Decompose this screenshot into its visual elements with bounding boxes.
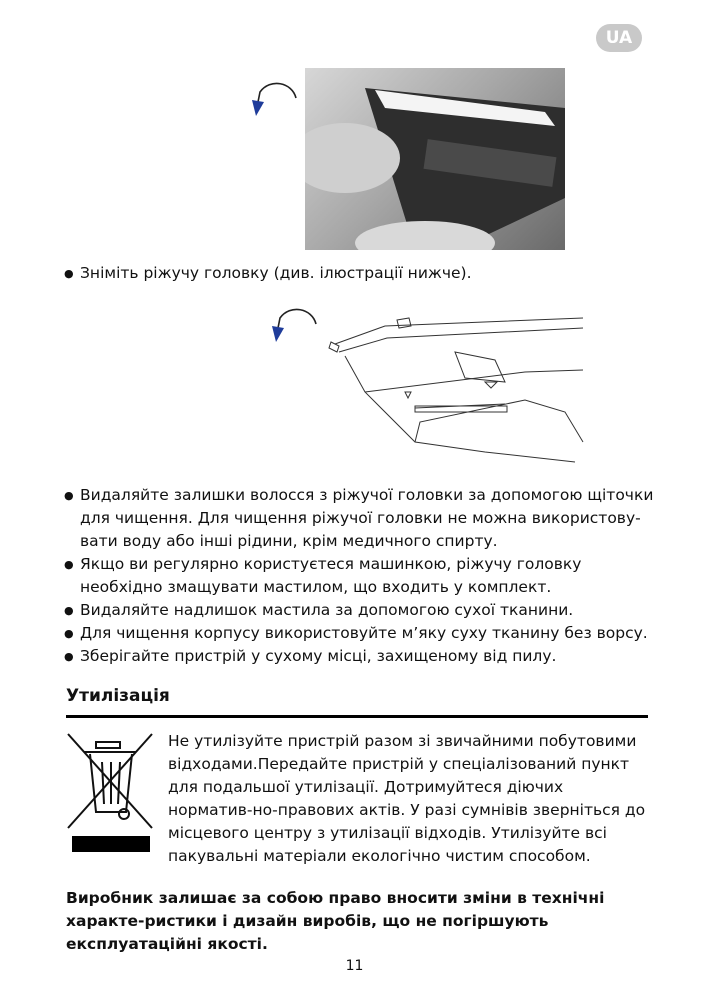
list-item: ● Якщо ви регулярно користуєтеся машинкою, ріжучу головку необхідно змащувати мастилом, що входить у комплект. xyxy=(64,553,654,599)
top-bullet-list xyxy=(64,262,472,285)
manufacturer-notice: Виробник залишає за собою право вносити зміни в технічні характе-ристики і дизайн виробів, що не погіршують експлуатаційні якості. xyxy=(66,889,605,953)
section-divider xyxy=(66,715,648,718)
rotate-arrow-icon xyxy=(268,302,320,348)
crossed-bin-icon xyxy=(66,732,156,858)
device-line-drawing xyxy=(325,312,587,474)
list-item: ● Видаляйте залишки волосся з ріжучої головки за допомогою щіточки для чищення. Для чищення ріжучої головки не можна використову-вати воду або інші рідини, крім медичного спирту. xyxy=(64,484,654,553)
page-number: 11 xyxy=(345,958,364,974)
language-badge: UA xyxy=(596,24,642,52)
list-item: ● Зберігайте пристрій у сухому місці, захищеному від пилу. xyxy=(64,645,654,668)
disposal-text: Не утилізуйте пристрій разом зі звичайними побутовими відходами.Передайте пристрій у спеціалізований пункт для подальшої утилізації. Дотримуйтеся діючих норматив-но-правових актів. У разі сумнівів зверніться до місцевого центру з утилізації відходів. Утилізуйте всі пакувальні матеріали екологічно чистим способом. xyxy=(168,732,646,865)
section-title: Утилізація xyxy=(66,686,170,706)
list-item: ● Зніміть ріжучу головку (див. ілюстрації нижче). xyxy=(64,262,472,285)
list-item: ● Видаляйте надлишок мастила за допомогою сухої тканини. xyxy=(64,599,654,622)
product-photo xyxy=(305,68,565,250)
rotate-arrow-icon xyxy=(248,76,300,122)
list-item: ● Для чищення корпусу використовуйте м’яку суху тканину без ворсу. xyxy=(64,622,654,645)
main-bullet-list xyxy=(64,484,654,668)
